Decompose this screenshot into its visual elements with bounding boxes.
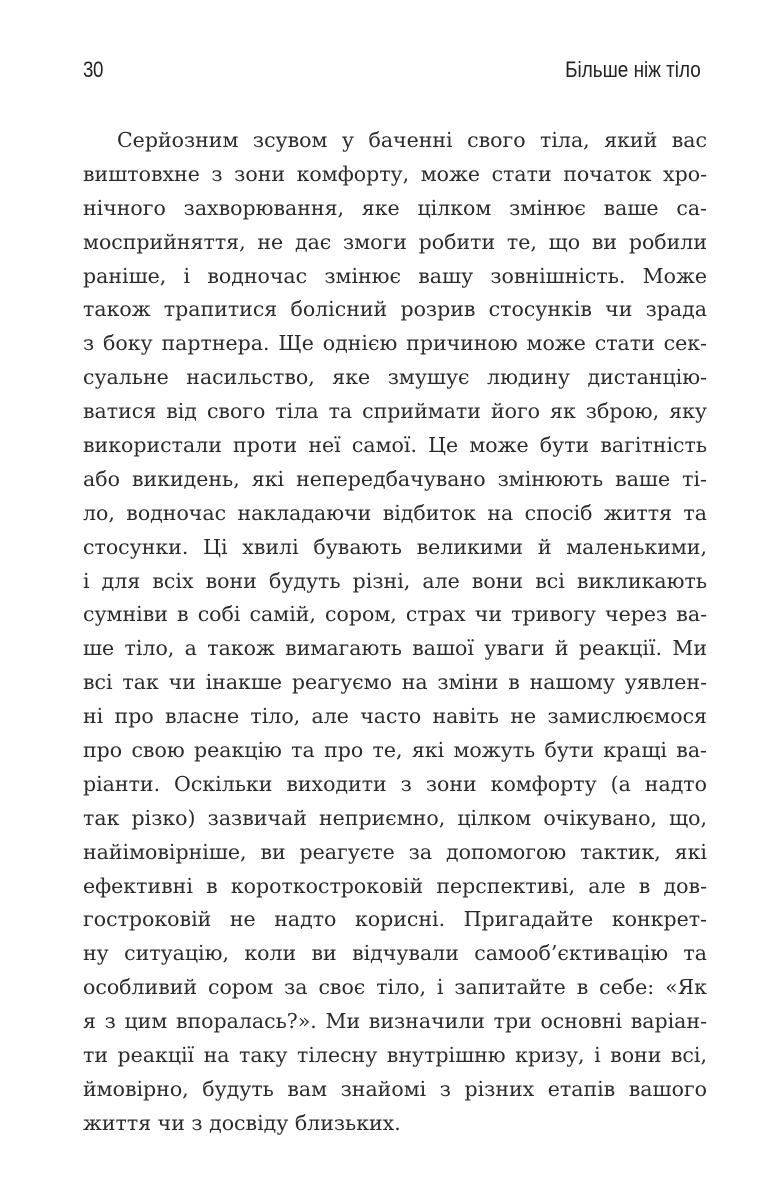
text-line: виштовхне з зони комфорту, може стати початок хро- [83, 161, 707, 186]
running-title: Більше ніж тіло [565, 57, 701, 82]
text-line: ватися від свого тіла та сприймати його як зброю, яку [83, 399, 707, 424]
text-line: нічного захворювання, яке цілком змінює ваше са- [83, 195, 707, 220]
text-line: ефективні в короткостроковій перспективі, але в дов- [83, 873, 707, 898]
text-line: гостроковій не надто корисні. Пригадайте конкрет- [83, 907, 707, 932]
text-line: ше тіло, а також вимагають вашої уваги й реакції. Ми [83, 636, 707, 661]
text-line: використали проти неї самої. Це може бути вагітність [83, 433, 707, 458]
text-line: ти реакції на таку тілесну внутрішню кризу, і вони всі, [83, 1043, 707, 1068]
text-line: так різко) зазвичай неприємно, цілком очікувано, що, [83, 805, 707, 830]
text-line: всі так чи інакше реагуємо на зміни в нашому уявлен- [83, 670, 707, 695]
text-line: суальне насильство, яке змушує людину дистанцію- [83, 365, 707, 390]
text-line: ні про власне тіло, але часто навіть не замислюємося [83, 704, 707, 729]
text-line: мосприйняття, не дає змоги робити те, що ви робили [83, 229, 707, 254]
text-line: і для всіх вони будуть різні, але вони всі викликають [83, 568, 707, 593]
text-line-last: життя чи з досвіду близьких. [83, 1110, 401, 1135]
text-line: ріанти. Оскільки виходити з зони комфорту (а надто [83, 771, 707, 796]
text-line: ну ситуацію, коли ви відчували самооб’єктивацію та [83, 941, 707, 966]
text-line: сумніви в собі самій, сором, страх чи тривогу через ва- [83, 602, 707, 627]
text-line: або викидень, які непередбачувано змінюють ваше ті- [83, 466, 707, 491]
body-paragraph [83, 124, 707, 1141]
page-number: 30 [83, 57, 103, 82]
text-line: про свою реакцію та про те, які можуть бути кращі ва- [83, 738, 707, 763]
text-line: стосунки. Ці хвилі бувають великими й маленькими, [83, 534, 707, 559]
text-line: найімовірніше, ви реагуєте за допомогою тактик, які [83, 839, 707, 864]
text-line: я з цим впоралась?». Ми визначили три основні варіан- [83, 1009, 707, 1034]
text-line: також трапитися болісний розрив стосунків чи зрада [83, 297, 707, 322]
text-line: особливий сором за своє тіло, і запитайте в себе: «Як [83, 975, 707, 1000]
text-line: з боку партнера. Ще однією причиною може стати сек- [83, 331, 707, 356]
text-line: ймовірно, будуть вам знайомі з різних етапів вашого [83, 1076, 707, 1101]
text-line: Серйозним зсувом у баченні свого тіла, який вас [117, 128, 707, 152]
text-line: ло, водночас накладаючи відбиток на спосіб життя та [83, 500, 707, 525]
text-line: раніше, і водночас змінює вашу зовнішність. Може [83, 263, 707, 288]
